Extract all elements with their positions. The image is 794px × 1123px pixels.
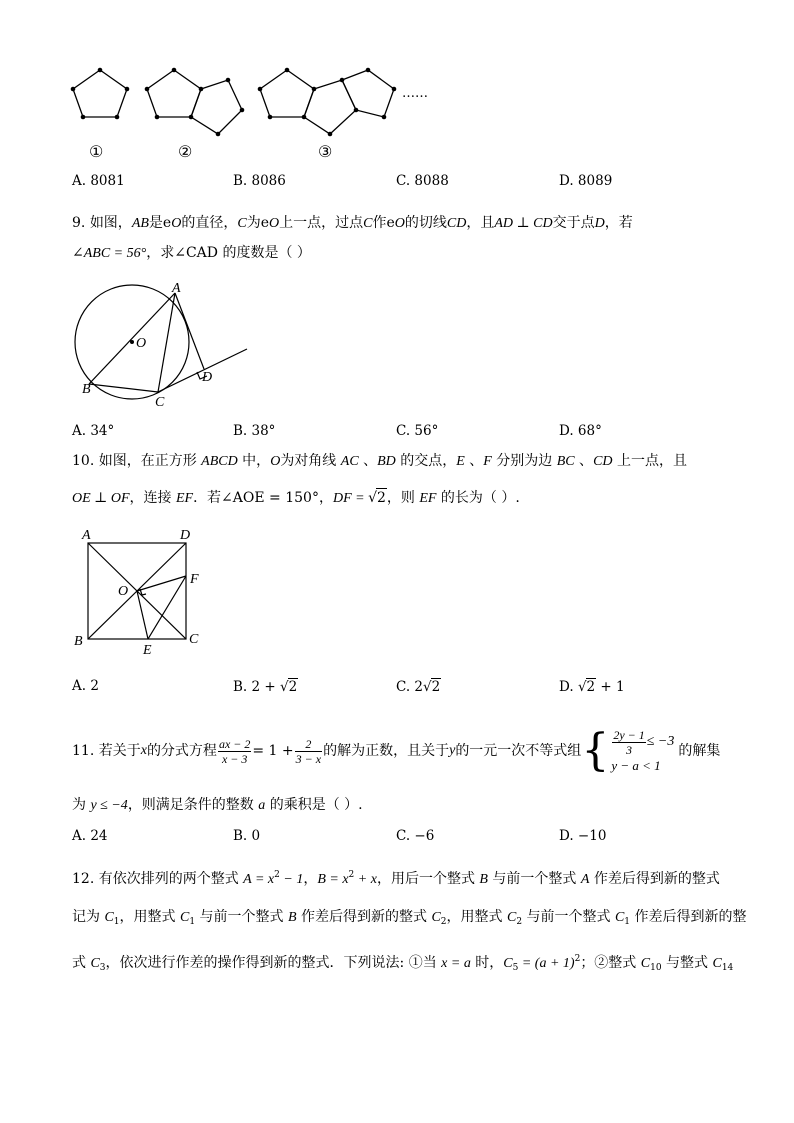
q11-stem-line1: 11. 若关于 x 的分式方程 $\frac{ax - 2}{x - 3}$ = 1 + $\frac{2}{3 - x}$ 的解为正数，且关于 y 的一元一次不等式组 { $\frac{2y - 1}{3}$ ≤ −3 y − a < 1 的解集 [72,725,721,776]
q9-circle-figure [70,280,260,410]
q10-label-f: F [190,572,199,587]
q10-stem-line2: OE ⊥ OF，连接 EF．若∠AOE = 150°，DF = √2，则 EF 的长为（ ）. [72,490,520,506]
q9-label-c: C [155,395,165,410]
q9-option-b: B. 38° [233,423,276,439]
pattern-ellipsis: …… [402,86,428,101]
q8-option-d: D. 8089 [559,173,613,189]
q11-option-d: D. −10 [559,828,607,844]
q10-label-b: B [74,634,83,649]
q11-stem-line2: 为 y ≤ −4，则满足条件的整数 a 的乘积是（ ）. [72,797,363,813]
q10-option-d: D. √2 + 1 [559,679,625,695]
q12-stem-line3: 式 $C_3$，依次进行作差的操作得到新的整式．下列说法: ①当 x = a 时，$C_5 = (a + 1)^2$；②整式 $C_{10}$ 与整式 $C_{14}$ [72,954,734,973]
q10-option-b: B. 2 + √2 [233,679,298,695]
q12-stem-line1: 12. 有依次排列的两个整式 $A = x^2 - 1$，$B = x^2 + x$，用后一个整式 B 与前一个整式 A 作差后得到新的整式 [72,870,720,887]
q11-option-b: B. 0 [233,828,261,844]
q11-option-a: A. 24 [72,828,108,844]
q10-square-figure [70,525,210,660]
q10-label-d: D [180,528,191,543]
q10-label-a: A [82,528,91,543]
q10-option-c: C. 2√2 [396,679,441,695]
q8-option-c: C. 8088 [396,173,449,189]
q10-label-c: C [189,632,199,647]
q9-label-o: O [136,336,147,351]
q9-option-c: C. 56° [396,423,439,439]
q9-option-a: A. 34° [72,423,115,439]
q12-stem-line2: 记为 $C_1$，用整式 $C_1$ 与前一个整式 B 作差后得到新的整式 $C_2$，用整式 $C_2$ 与前一个整式 $C_1$ 作差后得到新的整 [72,909,747,927]
pentagon-pattern-figure [60,60,460,140]
q9-label-d: D [202,370,213,385]
figure-label-3: ③ [318,142,333,161]
q9-option-d: D. 68° [559,423,602,439]
q11-option-c: C. −6 [396,828,435,844]
q9-label-b: B [82,382,91,397]
q10-option-a: A. 2 [72,678,99,694]
figure-label-2: ② [178,142,193,161]
q8-option-a: A. 8081 [72,173,125,189]
q8-option-b: B. 8086 [233,173,286,189]
q10-label-e: E [143,643,152,658]
q9-stem-line1: 9. 如图，AB是eO的直径，C为eO上一点，过点C作eO的切线CD，且AD ⊥ CD交于点D，若 [72,215,633,231]
q9-label-a: A [172,281,181,296]
q10-label-o: O [118,584,129,599]
figure-label-1: ① [89,142,104,161]
q10-stem-line1: 10. 如图，在正方形 ABCD 中，O为对角线 AC 、BD 的交点，E 、F 分别为边 BC 、CD 上一点，且 [72,453,687,469]
q9-stem-line2: ∠ABC = 56°，求∠CAD 的度数是（ ） [72,245,311,261]
